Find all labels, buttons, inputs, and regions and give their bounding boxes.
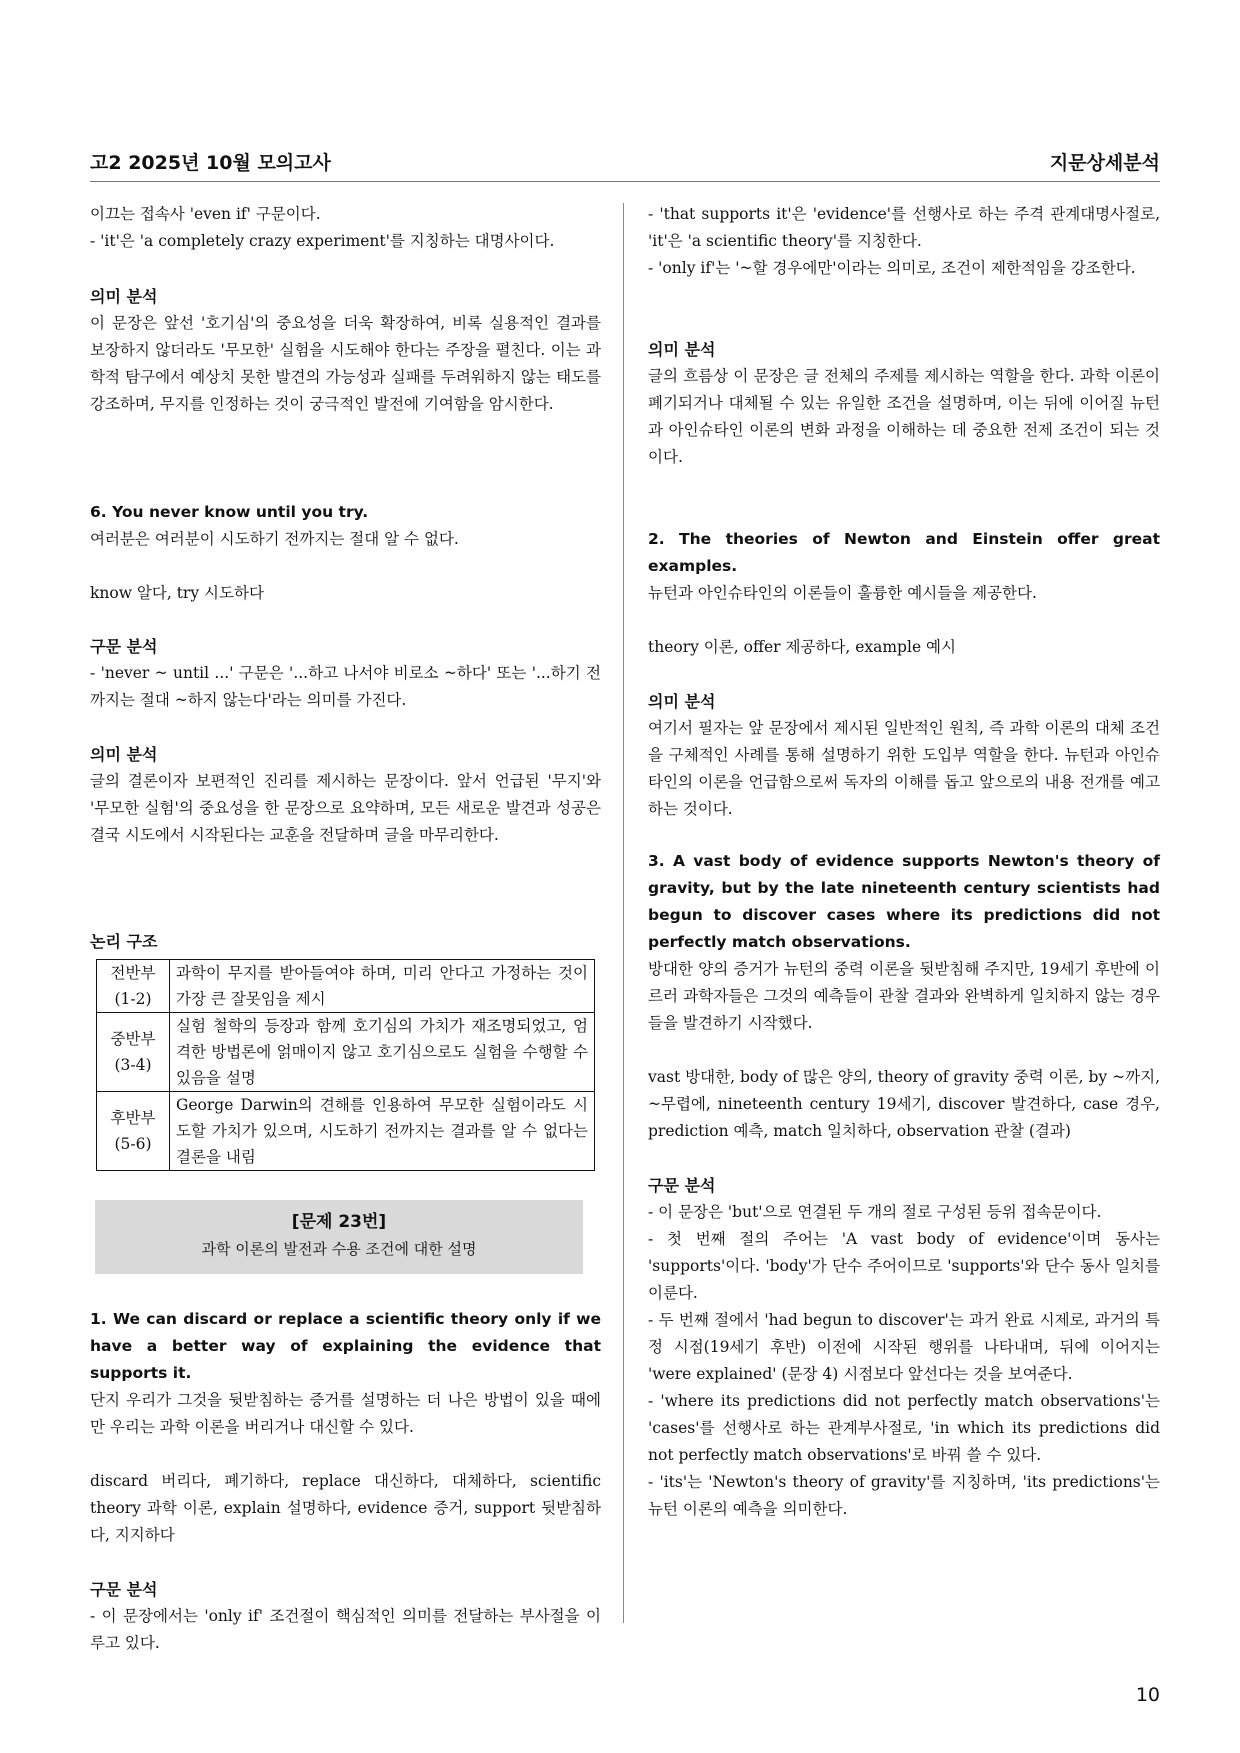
continued-syntax [90,201,601,255]
vocabulary: discard 버리다, 폐기하다, replace 대신하다, 대체하다, scientific theory 과학 이론, explain 설명하다, evidence 증거, support 뒷받침하다, 지지하다 [90,1472,601,1544]
part-label: 중반부 [110,1030,156,1048]
english-sentence: 3. A vast body of evidence supports Newton's theory of gravity, but by the late nineteenth century scientists had begun to discover cases where its predictions did not perfectly match observations. [648,852,1160,951]
sentence-2-block [648,526,1160,823]
section-label: 지문상세분석 [1049,152,1160,174]
text-line: - 'that supports it'은 'evidence'를 선행사로 하는 주격 관계대명사절로, 'it'은 'a scientific theory'를 지칭한다. [648,205,1160,250]
desc-cell: 과학이 무지를 받아들여야 하며, 미리 안다고 가정하는 것이 가장 큰 잘못임을 제시 [170,960,595,1013]
syntax-item: - 첫 번째 절의 주어는 'A vast body of evidence'이며 동사는 'supports'이다. 'body'가 단수 주어이므로 'supports'와 단수 동사 일치를 이룬다. [648,1230,1160,1302]
meaning-analysis-1 [648,336,1160,471]
logic-structure-heading: 논리 구조 [90,932,158,951]
part-label: 전반부 [110,964,156,982]
document-title: 고2 2025년 10월 모의고사 [90,152,331,174]
header-divider [90,181,1160,182]
syntax-item: - 'where its predictions did not perfectly match observations'는 'cases'를 선행사로 하는 관계부사절로, 'in which its predictions did not perfectly match observations'로 바꿔 쓸 수 있다. [648,1392,1160,1464]
text-line: - 'it'은 'a completely crazy experiment'를 지칭하는 대명사이다. [90,232,555,250]
text-line: 이끄는 접속사 'even if' 구문이다. [90,205,321,223]
section-heading: 구문 분석 [648,1176,716,1195]
paragraph: 여기서 필자는 앞 문장에서 제시된 일반적인 원칙, 즉 과학 이론의 대체 조건을 구체적인 사례를 통해 설명하기 위한 도입부 역할을 한다. 뉴턴과 아인슈타인의 이론을 언급함으로써 독자의 이해를 돕고 앞으로의 내용 전개를 예고하는 것이다. [648,719,1160,818]
vocabulary: vast 방대한, body of 많은 양의, theory of gravity 중력 이론, by ~까지, ~무렵에, nineteenth century 19세기, discover 발견하다, case 경우, prediction 예측, match 일치하다, observation 관찰 (결과) [648,1068,1160,1140]
english-sentence: 6. You never know until you try. [90,503,369,521]
text-line: - 'only if'는 '~할 경우에만'이라는 의미로, 조건이 제한적임을 강조한다. [648,259,1136,277]
part-cell [97,960,170,1013]
paragraph: 이 문장은 앞선 '호기심'의 중요성을 더욱 확장하여, 비록 실용적인 결과를 보장하지 않더라도 '무모한' 실험을 시도해야 한다는 주장을 펼친다. 이는 과학적 탐구에서 예상치 못한 발견의 가능성과 실패를 두려워하지 않는 태도를 강조하며, 무지를 인정하는 것이 궁극적인 발전에 기여함을 암시한다. [90,314,601,413]
column-divider [623,203,624,1623]
desc-cell: 실험 철학의 등장과 함께 호기심의 가치가 재조명되었고, 엄격한 방법론에 얽매이지 않고 호기심으로도 실험을 수행할 수 있음을 설명 [170,1013,595,1092]
problem-title: [문제 23번] [291,1212,387,1232]
part-range: (1-2) [114,990,152,1008]
section-heading: 의미 분석 [648,340,716,359]
syntax-item: - 'its'는 'Newton's theory of gravity'를 지칭하며, 'its predictions'는 뉴턴 이론의 예측을 의미한다. [648,1473,1160,1518]
part-range: (3-4) [114,1056,152,1074]
section-heading: 구문 분석 [90,637,158,656]
translation: 여러분은 여러분이 시도하기 전까지는 절대 알 수 없다. [90,530,459,548]
table-row [97,1092,595,1171]
problem-banner [95,1200,583,1274]
part-range: (5-6) [114,1135,152,1153]
translation: 뉴턴과 아인슈타인의 이론들이 훌륭한 예시들을 제공한다. [648,584,1037,602]
page-number: 10 [1135,1684,1160,1706]
syntax-item: - 두 번째 절에서 'had begun to discover'는 과거 완료 시제로, 과거의 특정 시점(19세기 후반) 이전에 시작된 행위를 나타내며, 뒤에 이어지는 'were explained' (문장 4) 시점보다 앞선다는 것을 보여준다. [648,1311,1160,1383]
paragraph: - 'never ~ until ...' 구문은 '...하고 나서야 비로소 ~하다' 또는 '...하기 전까지는 절대 ~하지 않는다'라는 의미를 가진다. [90,664,601,709]
section-heading: 의미 분석 [90,287,158,306]
table-row [97,1013,595,1092]
english-sentence: 1. We can discard or replace a scientific theory only if we have a better way of explaining the evidence that supports it. [90,1310,601,1382]
syntax-item: - 이 문장은 'but'으로 연결된 두 개의 절로 구성된 등위 접속문이다. [648,1203,1102,1221]
paragraph: 글의 흐름상 이 문장은 글 전체의 주제를 제시하는 역할을 한다. 과학 이론이 폐기되거나 대체될 수 있는 유일한 조건을 설명하며, 이는 뒤에 이어질 뉴턴과 아인슈타인 이론의 변화 과정을 이해하는 데 중요한 전제 조건이 되는 것이다. [648,367,1160,466]
translation: 방대한 양의 증거가 뉴턴의 중력 이론을 뒷받침해 주지만, 19세기 후반에 이르러 과학자들은 그것의 예측들이 관찰 결과와 완벽하게 일치하지 않는 경우들을 발견하기 시작했다. [648,960,1160,1032]
paragraph: - 이 문장에서는 'only if' 조건절이 핵심적인 의미를 전달하는 부사절을 이루고 있다. [90,1607,601,1652]
section-heading: 의미 분석 [90,745,158,764]
sentence-1-block [90,1306,601,1657]
english-sentence: 2. The theories of Newton and Einstein offer great examples. [648,530,1160,575]
part-cell [97,1092,170,1171]
vocabulary: theory 이론, offer 제공하다, example 예시 [648,638,956,656]
vocabulary: know 알다, try 시도하다 [90,584,264,602]
sentence-3-block [648,848,1160,1523]
translation: 단지 우리가 그것을 뒷받침하는 증거를 설명하는 더 나은 방법이 있을 때에만 우리는 과학 이론을 버리거나 대신할 수 있다. [90,1391,601,1436]
continued-syntax-right [648,201,1160,282]
paragraph: 글의 결론이자 보편적인 진리를 제시하는 문장이다. 앞서 언급된 '무지'와 '무모한 실험'의 중요성을 한 문장으로 요약하며, 모든 새로운 발견과 성공은 결국 시도에서 시작된다는 교훈을 전달하며 글을 마무리한다. [90,772,601,844]
desc-cell: George Darwin의 견해를 인용하여 무모한 실험이라도 시도할 가치가 있으며, 시도하기 전까지는 결과를 알 수 없다는 결론을 내림 [170,1092,595,1171]
table-row [97,960,595,1013]
meaning-analysis-5 [90,283,601,418]
problem-subtitle: 과학 이론의 발전과 수용 조건에 대한 설명 [201,1240,477,1258]
part-cell [97,1013,170,1092]
logic-structure-table [96,959,595,1171]
section-heading: 구문 분석 [90,1580,158,1599]
section-heading: 의미 분석 [648,692,716,711]
sentence-6-block [90,499,601,849]
part-label: 후반부 [110,1109,156,1127]
